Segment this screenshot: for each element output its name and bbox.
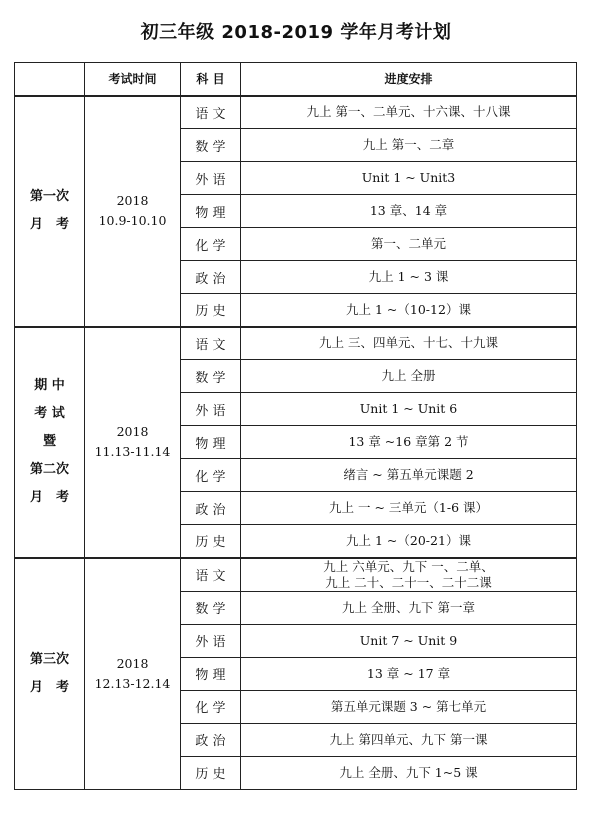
subject-cell: 历 史 bbox=[181, 756, 241, 789]
subject-cell: 物 理 bbox=[181, 195, 241, 228]
progress-line: Unit 1 ~ Unit3 bbox=[361, 170, 456, 185]
progress-line: 九上 1 ~ 3 课 bbox=[368, 269, 449, 284]
subject-cell: 语 文 bbox=[181, 558, 241, 592]
exam-name-line: 第三次 bbox=[29, 651, 69, 667]
progress-cell bbox=[241, 327, 577, 360]
exam-date-line: 11.13-11.14 bbox=[94, 444, 171, 459]
progress-cell bbox=[241, 426, 577, 459]
table-row bbox=[15, 558, 577, 592]
exam-date-cell bbox=[85, 558, 181, 790]
exam-name-line: 月 考 bbox=[29, 490, 69, 505]
progress-cell bbox=[241, 657, 577, 690]
progress-cell bbox=[241, 96, 577, 129]
progress-line: Unit 7 ~ Unit 9 bbox=[359, 632, 458, 648]
progress-cell bbox=[241, 591, 577, 624]
progress-line: 九上 全册、九下 1~5 课 bbox=[339, 764, 478, 780]
progress-cell bbox=[241, 558, 577, 592]
progress-line: 13 章 ~16 章第 2 节 bbox=[348, 434, 469, 449]
subject-cell: 历 史 bbox=[181, 294, 241, 327]
progress-cell bbox=[241, 162, 577, 195]
progress-line: 九上 二十、二十一、二十二课 bbox=[325, 574, 492, 590]
progress-line: 九上 1 ~（10-12）课 bbox=[346, 301, 471, 317]
progress-line: 九上 三、四单元、十七、十九课 bbox=[319, 335, 498, 351]
subject-cell: 外 语 bbox=[181, 624, 241, 657]
header-progress: 进度安排 bbox=[241, 63, 577, 96]
progress-line: 九上 全册、九下 第一章 bbox=[342, 599, 475, 615]
exam-name-line: 考 试 bbox=[34, 406, 65, 421]
subject-cell: 化 学 bbox=[181, 690, 241, 723]
exam-name-line: 第二次 bbox=[29, 462, 69, 477]
exam-plan-table bbox=[14, 62, 577, 790]
header-blank-cell bbox=[15, 63, 85, 96]
subject-cell: 历 史 bbox=[181, 525, 241, 558]
progress-cell bbox=[241, 525, 577, 558]
subject-cell: 语 文 bbox=[181, 96, 241, 129]
progress-cell bbox=[241, 492, 577, 525]
progress-cell bbox=[241, 360, 577, 393]
progress-line: 13 章 ~ 17 章 bbox=[366, 665, 451, 681]
exam-date-line: 2018 bbox=[116, 193, 149, 208]
exam-name-line: 暨 bbox=[42, 434, 56, 449]
progress-cell bbox=[241, 129, 577, 162]
header-exam-time: 考试时间 bbox=[85, 63, 181, 96]
subject-cell: 语 文 bbox=[181, 327, 241, 360]
progress-line: 绪言 ~ 第五单元课题 2 bbox=[343, 467, 474, 482]
exam-date-line: 12.13-12.14 bbox=[94, 675, 171, 691]
progress-line: 第五单元课题 3 ~ 第七单元 bbox=[330, 698, 487, 714]
table-header-row bbox=[15, 63, 577, 96]
subject-cell: 数 学 bbox=[181, 591, 241, 624]
subject-cell: 外 语 bbox=[181, 162, 241, 195]
progress-line: 九上 全册 bbox=[381, 368, 436, 383]
progress-line: 九上 第一、二章 bbox=[362, 137, 455, 152]
exam-name-line: 月 考 bbox=[29, 679, 69, 695]
progress-cell bbox=[241, 294, 577, 327]
exam-date-line: 2018 bbox=[116, 655, 149, 671]
table-row bbox=[15, 96, 577, 129]
page-title: 初三年级 2018-2019 学年月考计划 bbox=[140, 22, 452, 43]
table-row bbox=[15, 327, 577, 360]
progress-line: 13 章、14 章 bbox=[369, 203, 448, 218]
exam-name-cell bbox=[15, 96, 85, 327]
progress-line: 九上 第一、二单元、十六课、十八课 bbox=[306, 104, 511, 120]
progress-line: 九上 1 ~（20-21）课 bbox=[346, 532, 471, 548]
progress-cell bbox=[241, 228, 577, 261]
exam-date-line: 2018 bbox=[116, 424, 149, 439]
progress-cell bbox=[241, 393, 577, 426]
progress-line: Unit 1 ~ Unit 6 bbox=[359, 401, 458, 416]
exam-date-cell bbox=[85, 327, 181, 558]
progress-line: 九上 第四单元、九下 第一课 bbox=[329, 731, 488, 747]
progress-line: 九上 六单元、九下 一、二单、 bbox=[323, 558, 494, 574]
exam-date-cell bbox=[85, 96, 181, 327]
progress-cell bbox=[241, 261, 577, 294]
exam-name-line: 期 中 bbox=[34, 378, 65, 393]
subject-cell: 物 理 bbox=[181, 426, 241, 459]
exam-name-line: 月 考 bbox=[29, 217, 69, 232]
exam-name-line: 第一次 bbox=[29, 189, 69, 204]
progress-line: 九上 一 ~ 三单元（1-6 课） bbox=[329, 500, 488, 515]
subject-cell: 政 治 bbox=[181, 723, 241, 756]
subject-cell: 数 学 bbox=[181, 129, 241, 162]
exam-name-cell bbox=[15, 327, 85, 558]
header-subject: 科 目 bbox=[181, 63, 241, 96]
progress-cell bbox=[241, 624, 577, 657]
exam-name-cell bbox=[15, 558, 85, 790]
progress-cell bbox=[241, 690, 577, 723]
subject-cell: 化 学 bbox=[181, 228, 241, 261]
subject-cell: 外 语 bbox=[181, 393, 241, 426]
progress-cell bbox=[241, 459, 577, 492]
progress-line: 第一、二单元 bbox=[370, 236, 446, 251]
table-body bbox=[15, 96, 577, 790]
subject-cell: 物 理 bbox=[181, 657, 241, 690]
progress-cell bbox=[241, 195, 577, 228]
subject-cell: 政 治 bbox=[181, 492, 241, 525]
subject-cell: 化 学 bbox=[181, 459, 241, 492]
progress-cell bbox=[241, 723, 577, 756]
exam-date-line: 10.9-10.10 bbox=[98, 213, 167, 228]
progress-cell bbox=[241, 756, 577, 789]
subject-cell: 数 学 bbox=[181, 360, 241, 393]
subject-cell: 政 治 bbox=[181, 261, 241, 294]
